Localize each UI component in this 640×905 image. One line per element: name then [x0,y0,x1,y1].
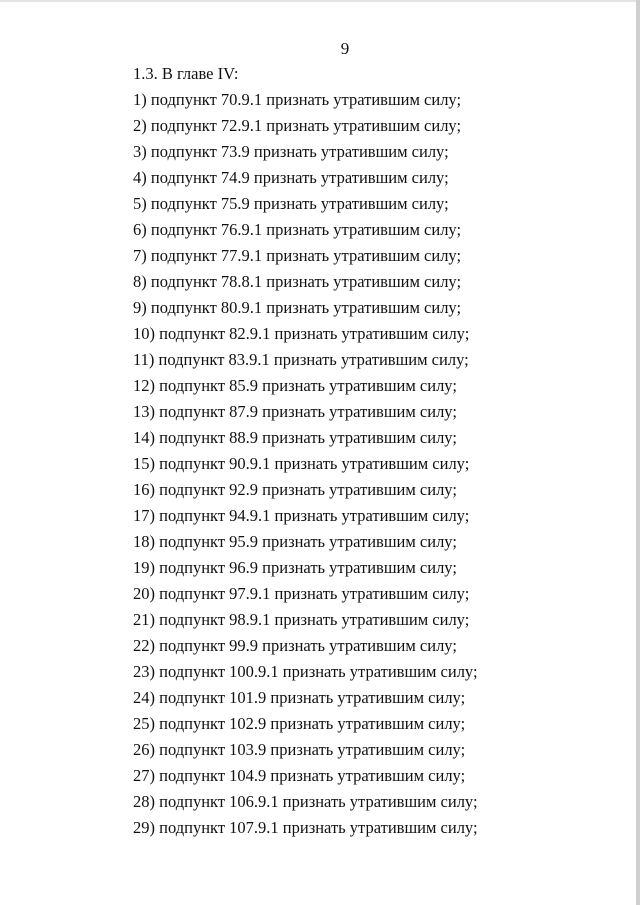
scan-edge-top [0,0,640,2]
section-heading: 1.3. В главе IV: [133,64,239,83]
list-item: 28) подпункт 106.9.1 признать утратившим силу; [133,792,478,811]
list-item: 12) подпункт 85.9 признать утратившим силу; [133,376,457,395]
list-item: 20) подпункт 97.9.1 признать утратившим силу; [133,584,470,603]
list-item: 27) подпункт 104.9 признать утратившим силу; [133,766,466,785]
list-item: 23) подпункт 100.9.1 признать утратившим силу; [133,662,478,681]
list-item: 11) подпункт 83.9.1 признать утратившим силу; [133,350,469,369]
list-item: 10) подпункт 82.9.1 признать утратившим силу; [133,324,470,343]
list-item: 3) подпункт 73.9 признать утратившим силу; [133,142,449,161]
list-item: 15) подпункт 90.9.1 признать утратившим силу; [133,454,470,473]
list-item: 4) подпункт 74.9 признать утратившим силу; [133,168,449,187]
list-item: 5) подпункт 75.9 признать утратившим силу; [133,194,449,213]
list-item: 26) подпункт 103.9 признать утратившим силу; [133,740,466,759]
list-item: 25) подпункт 102.9 признать утратившим силу; [133,714,466,733]
list-item: 13) подпункт 87.9 признать утратившим силу; [133,402,457,421]
list-item: 14) подпункт 88.9 признать утратившим силу; [133,428,457,447]
list-item: 17) подпункт 94.9.1 признать утратившим силу; [133,506,470,525]
list-item: 8) подпункт 78.8.1 признать утратившим силу; [133,272,462,291]
list-item: 1) подпункт 70.9.1 признать утратившим силу; [133,90,462,109]
list-item: 2) подпункт 72.9.1 признать утратившим силу; [133,116,462,135]
list-item: 18) подпункт 95.9 признать утратившим силу; [133,532,457,551]
list-item: 19) подпункт 96.9 признать утратившим силу; [133,558,457,577]
list-item: 21) подпункт 98.9.1 признать утратившим силу; [133,610,470,629]
list-item: 9) подпункт 80.9.1 признать утратившим силу; [133,298,462,317]
list-item: 24) подпункт 101.9 признать утратившим силу; [133,688,466,707]
scan-edge-right [636,0,640,905]
list-item: 6) подпункт 76.9.1 признать утратившим силу; [133,220,462,239]
item-list [133,90,478,844]
list-item: 22) подпункт 99.9 признать утратившим силу; [133,636,457,655]
list-item: 16) подпункт 92.9 признать утратившим силу; [133,480,457,499]
list-item: 7) подпункт 77.9.1 признать утратившим силу; [133,246,462,265]
page-number: 9 [340,39,350,58]
list-item: 29) подпункт 107.9.1 признать утратившим силу; [133,818,478,837]
